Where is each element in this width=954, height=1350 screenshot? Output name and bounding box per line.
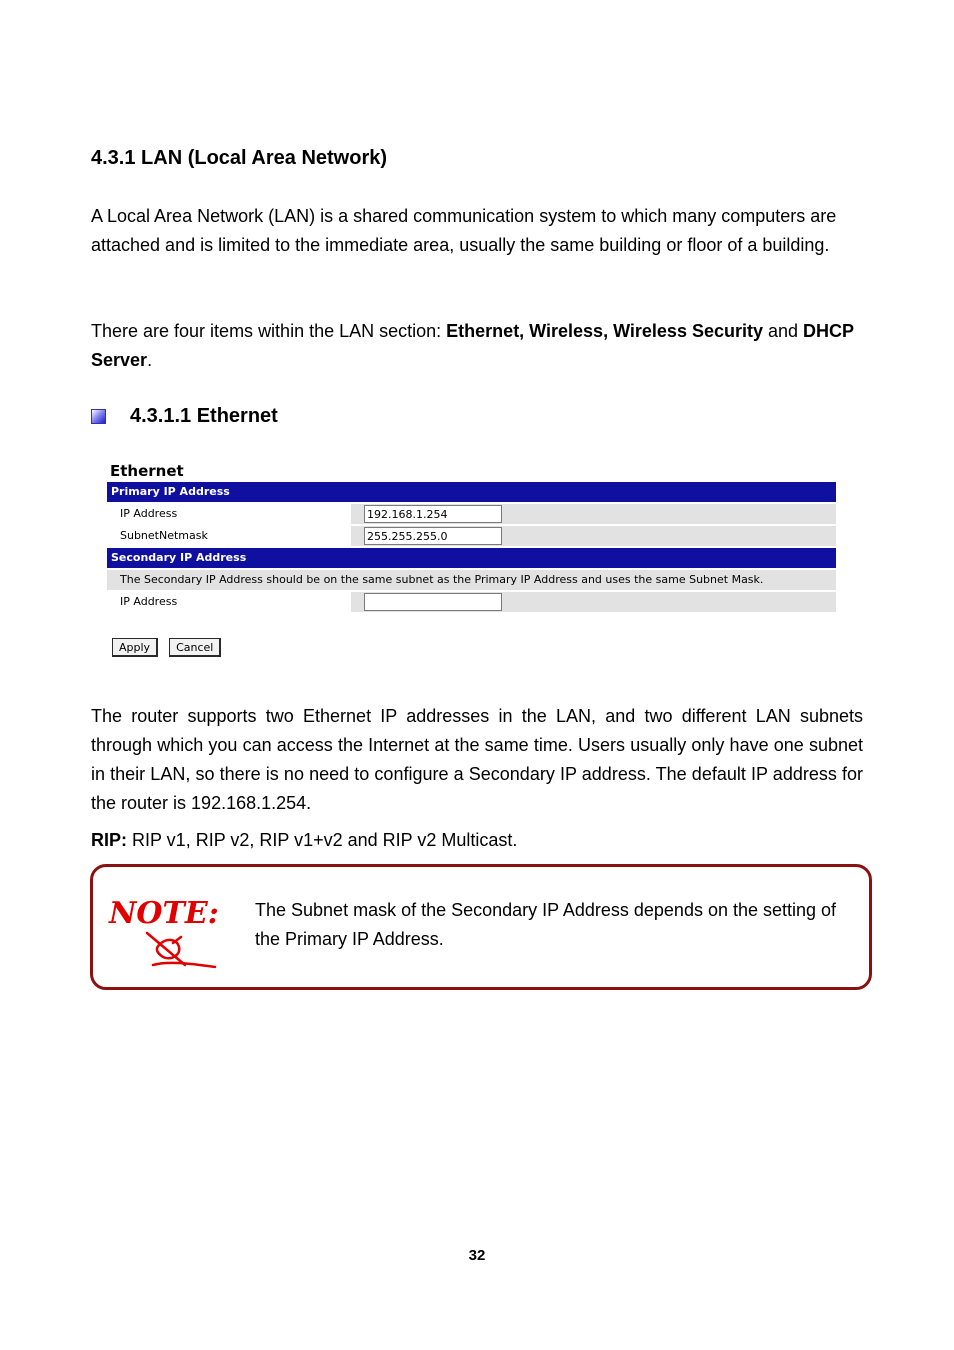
- secondary-ip-header: Secondary IP Address: [107, 548, 836, 568]
- items-and: and: [762, 321, 804, 341]
- secondary-ip-label: IP Address: [120, 595, 178, 608]
- subnet-mask-input[interactable]: [364, 527, 502, 545]
- apply-button[interactable]: Apply: [112, 638, 158, 657]
- square-bullet-icon: [91, 409, 106, 424]
- secondary-ip-cell: [351, 592, 836, 612]
- secondary-ip-input[interactable]: [364, 593, 502, 611]
- intro-paragraph: A Local Area Network (LAN) is a shared communication system to which many computers are attached and is limited to the immediate area, usually the same building or floor of a building.: [91, 206, 837, 255]
- subsection-heading: [91, 405, 278, 428]
- subnet-mask-row: [107, 526, 836, 546]
- rip-text: RIP v1, RIP v2, RIP v1+v2 and RIP v2 Multicast.: [127, 830, 518, 850]
- cancel-button[interactable]: Cancel: [169, 638, 221, 657]
- items-last: DHCP Server: [91, 321, 854, 370]
- page-number: 32: [468, 1247, 486, 1264]
- primary-ip-header: Primary IP Address: [107, 482, 836, 502]
- note-box: [90, 864, 872, 990]
- items-paragraph: [91, 317, 866, 375]
- note-logo-icon: [107, 891, 219, 976]
- ip-address-cell: [351, 504, 836, 524]
- support-paragraph: The router supports two Ethernet IP addresses in the LAN, and two different LAN subnets through which you can access the Internet at the same time. Users usually only have one subnet in their LAN, so there is no need to configure a Secondary IP address. The default IP address for the router is 192.168.1.254.: [91, 706, 863, 813]
- ethernet-panel: [107, 460, 836, 614]
- secondary-ip-note: The Secondary IP Address should be on the same subnet as the Primary IP Address and uses the same Subnet Mask.: [107, 570, 836, 590]
- subnet-mask-label: SubnetNetmask: [120, 529, 208, 542]
- note-text: The Subnet mask of the Secondary IP Address depends on the setting of the Primary IP Address.: [255, 900, 837, 949]
- items-bold: Ethernet, Wireless, Wireless Security: [446, 321, 763, 341]
- note-logo-text: NOTE:: [109, 896, 219, 931]
- items-lead: There are four items within the LAN section:: [91, 321, 447, 341]
- secondary-ip-row: [107, 592, 836, 612]
- subsection-heading-text: 4.3.1.1 Ethernet: [130, 405, 278, 427]
- subnet-mask-cell: [351, 526, 836, 546]
- form-buttons: [112, 638, 221, 657]
- ip-address-row: [107, 504, 836, 524]
- ip-address-input[interactable]: [364, 505, 502, 523]
- ip-address-label: IP Address: [120, 507, 178, 520]
- panel-title: Ethernet: [110, 462, 184, 480]
- rip-label: RIP:: [91, 830, 127, 850]
- rip-paragraph: [91, 826, 866, 855]
- section-heading: 4.3.1 LAN (Local Area Network): [91, 147, 388, 169]
- items-end: .: [147, 350, 153, 370]
